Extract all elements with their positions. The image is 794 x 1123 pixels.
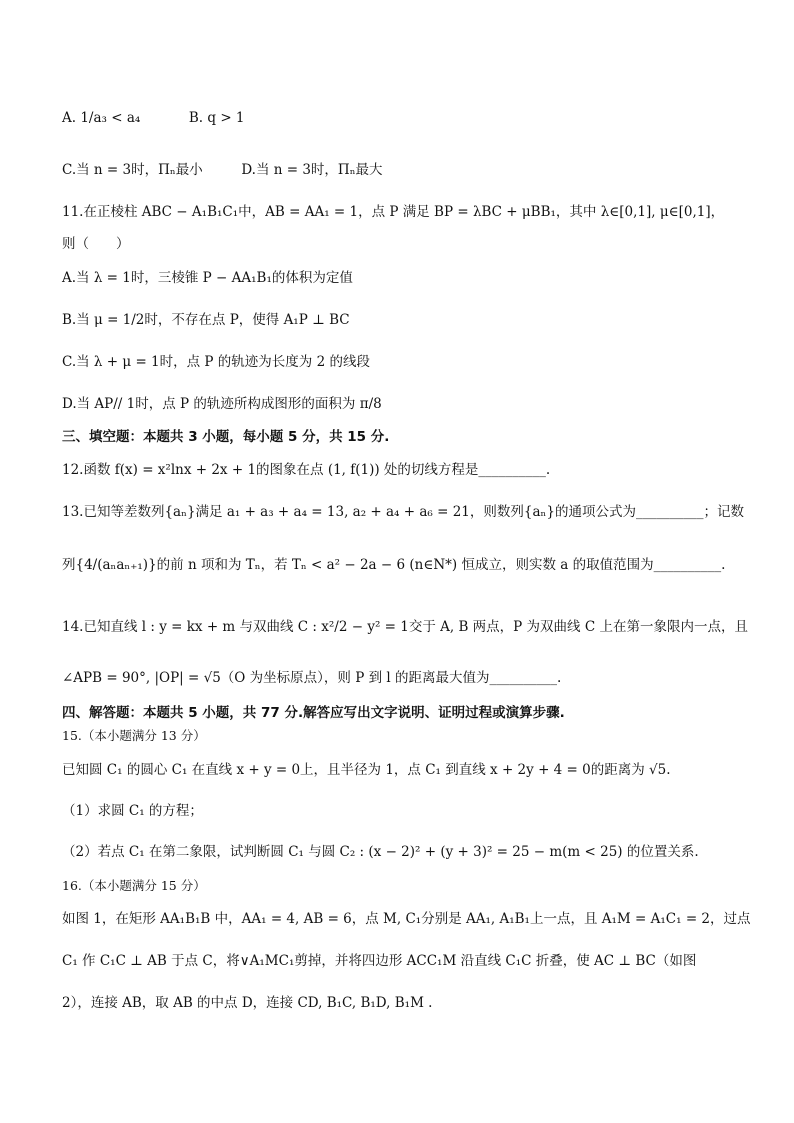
q16-line-3: 2），连接 AB，取 AB 的中点 D，连接 CD, B₁C, B₁D, B₁M . (62, 995, 433, 1011)
section-3-heading: 三、填空题：本题共 3 小题，每小题 5 分，共 15 分. (62, 429, 390, 445)
q10-option-a: A. 1/a₃ < a₄ (62, 110, 141, 126)
q11-stem-continued: 则（ ） (62, 236, 130, 252)
q10-option-b: B. q > 1 (188, 110, 245, 126)
q14-line-2: ∠APB = 90°, |OP| = √5（O 为坐标原点），则 P 到 l 的距离最大值为__________. (62, 670, 562, 686)
q11-option-a: A.当 λ = 1时，三棱锥 P − AA₁B₁的体积为定值 (62, 270, 353, 286)
q15-part-2: （2）若点 C₁ 在第二象限，试判断圆 C₁ 与圆 C₂ : (x − 2)² + (y + 3)² = 25 − m(m < 25) 的位置关系. (62, 844, 699, 860)
q16-line-2: C₁ 作 C₁C ⊥ AB 于点 C，将∨A₁MC₁剪掉，并将四边形 ACC₁M 沿直线 C₁C 折叠，使 AC ⊥ BC（如图 (62, 953, 697, 969)
q11-option-c: C.当 λ + μ = 1时，点 P 的轨迹为长度为 2 的线段 (62, 354, 370, 370)
q11-option-b: B.当 μ = 1/2时，不存在点 P，使得 A₁P ⊥ BC (62, 312, 350, 328)
q16-line-1: 如图 1，在矩形 AA₁B₁B 中，AA₁ = 4, AB = 6，点 M, C₁分别是 AA₁, A₁B₁上一点，且 A₁M = A₁C₁ = 2，过点 (62, 911, 751, 927)
q15-part-1: （1）求圆 C₁ 的方程； (62, 803, 203, 819)
q15-title: 15.（本小题满分 13 分） (62, 728, 206, 743)
q15-stem: 已知圆 C₁ 的圆心 C₁ 在直线 x + y = 0上，且半径为 1，点 C₁ 到直线 x + 2y + 4 = 0的距离为 √5. (62, 762, 671, 778)
q10-options-cd (62, 160, 383, 180)
q10-option-c: C.当 n = 3时，Πₙ最小 (62, 162, 203, 178)
q13-line-2: 列{4/(aₙaₙ₊₁)}的前 n 项和为 Tₙ，若 Tₙ < a² − 2a − 6 (n∈N*) 恒成立，则实数 a 的取值范围为__________. (62, 557, 726, 573)
q11-option-d: D.当 AP// 1时，点 P 的轨迹所构成图形的面积为 π/8 (62, 396, 382, 412)
section-4-heading: 四、解答题：本题共 5 小题，共 77 分.解答应写出文字说明、证明过程或演算步骤. (62, 705, 565, 721)
q10-option-d: D.当 n = 3时，Πₙ最大 (241, 162, 383, 178)
q14-line-1: 14.已知直线 l : y = kx + m 与双曲线 C : x²/2 − y² = 1交于 A, B 两点，P 为双曲线 C 上在第一象限内一点，且 (62, 619, 748, 635)
q10-options-ab (62, 108, 245, 128)
q12-text: 12.函数 f(x) = x²lnx + 2x + 1的图象在点 (1, f(1)) 处的切线方程是__________. (62, 462, 551, 478)
q13-line-1: 13.已知等差数列{aₙ}满足 a₁ + a₃ + a₄ = 13, a₂ + a₄ + a₆ = 21，则数列{aₙ}的通项公式为__________；记数 (62, 504, 744, 520)
q16-title: 16.（本小题满分 15 分） (62, 878, 206, 893)
q11-stem: 11.在正棱柱 ABC − A₁B₁C₁中，AB = AA₁ = 1，点 P 满足 BP = λBC + μBB₁，其中 λ∈[0,1], μ∈[0,1]， (62, 204, 725, 220)
